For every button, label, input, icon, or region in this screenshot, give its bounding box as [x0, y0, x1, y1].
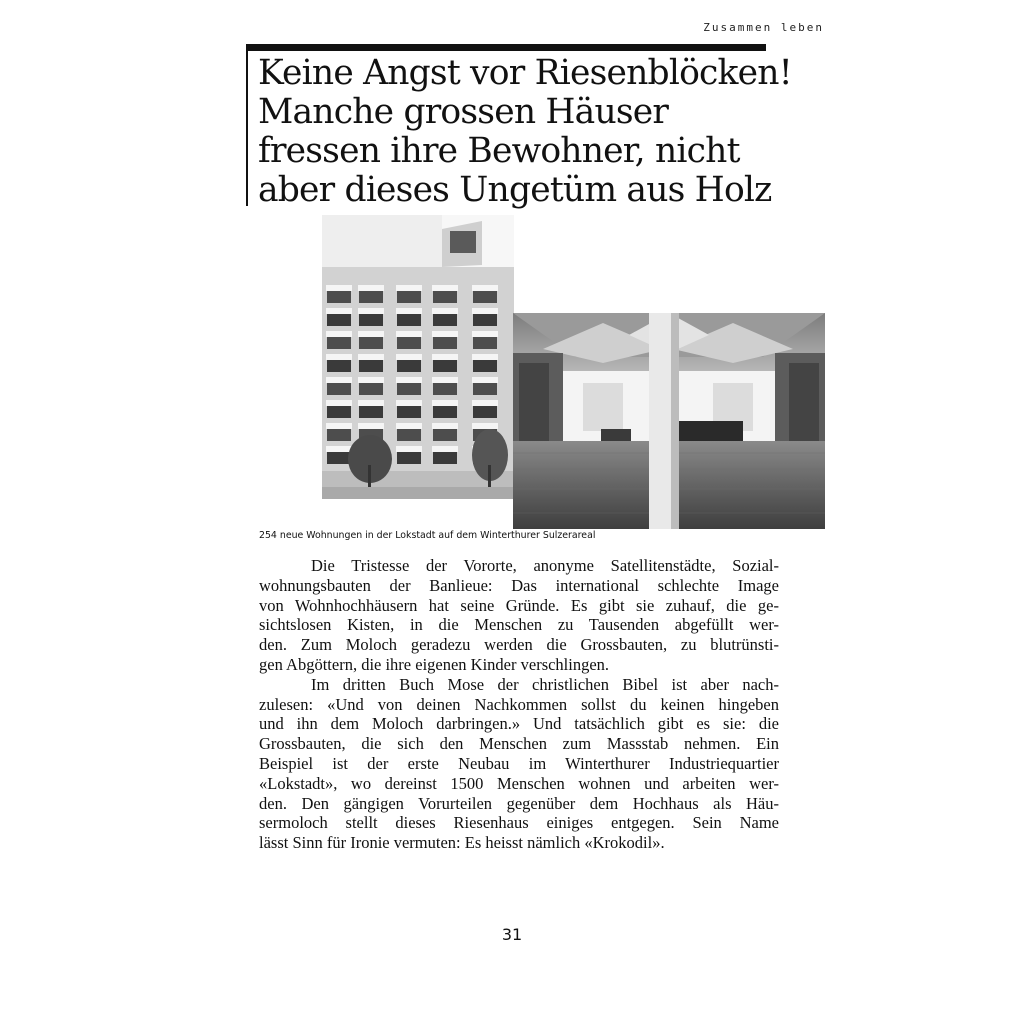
article-body: [259, 556, 779, 853]
text-line: den. Den gängigen Vorurteilen gegenüber dem Hochhaus als Häu-: [259, 793, 779, 813]
text-line: Grossbauten, die sich den Menschen zum Massstab nehmen. Ein: [259, 734, 779, 754]
text-line: Die Tristesse der Vororte, anonyme Satellitenstädte, Sozial-: [311, 556, 779, 575]
text-line: und ihn dem Moloch darbringen.» Und tatsächlich gibt es sie: die: [259, 714, 779, 734]
text-line: lässt Sinn für Ironie vermuten: Es heisst nämlich «Krokodil».: [259, 833, 665, 853]
paragraph: [259, 675, 779, 853]
headline-line: Keine Angst vor Riesenblöcken!: [258, 53, 792, 93]
paragraph: [259, 556, 779, 675]
text-line: sermoloch stellt dieses Riesenhaus einiges entgegen. Sein Name: [259, 813, 779, 833]
text-line: den. Zum Moloch geradezu werden die Grossbauten, zu blutrünsti-: [259, 635, 779, 655]
text-line: «Lokstadt», wo dereinst 1500 Menschen wohnen und arbeiten wer-: [259, 773, 779, 793]
text-line: von Wohnhochhäusern hat seine Gründe. Es gibt sie zuhauf, die ge-: [259, 595, 779, 615]
interior-hall-photo: [513, 313, 825, 529]
headline: [258, 54, 798, 210]
text-line: sichtslosen Kisten, in die Menschen zu Tausenden abgefüllt wer-: [259, 615, 779, 635]
text-line: zulesen: «Und von deinen Nachkommen sollst du keinen hingeben: [259, 694, 779, 714]
figure-caption: 254 neue Wohnungen in der Lokstadt auf dem Winterthurer Sulzerareal: [259, 530, 596, 541]
headline-line: fressen ihre Bewohner, nicht: [258, 131, 740, 171]
text-line: Beispiel ist der erste Neubau im Winterthurer Industriequartier: [259, 753, 779, 773]
headline-left-rule: [246, 44, 248, 206]
text-line: wohnungsbauten der Banlieue: Das international schlechte Image: [259, 575, 779, 595]
building-facade-photo: [322, 215, 514, 499]
text-line: Im dritten Buch Mose der christlichen Bibel ist aber nach-: [311, 674, 779, 694]
headline-top-rule: [246, 44, 766, 51]
page-number: 31: [501, 925, 523, 944]
text-line: gen Abgöttern, die ihre eigenen Kinder verschlingen.: [259, 654, 610, 674]
section-label: Zusammen leben: [703, 21, 824, 34]
headline-line: aber dieses Ungetüm aus Holz: [258, 170, 772, 210]
headline-line: Manche grossen Häuser: [258, 92, 669, 132]
